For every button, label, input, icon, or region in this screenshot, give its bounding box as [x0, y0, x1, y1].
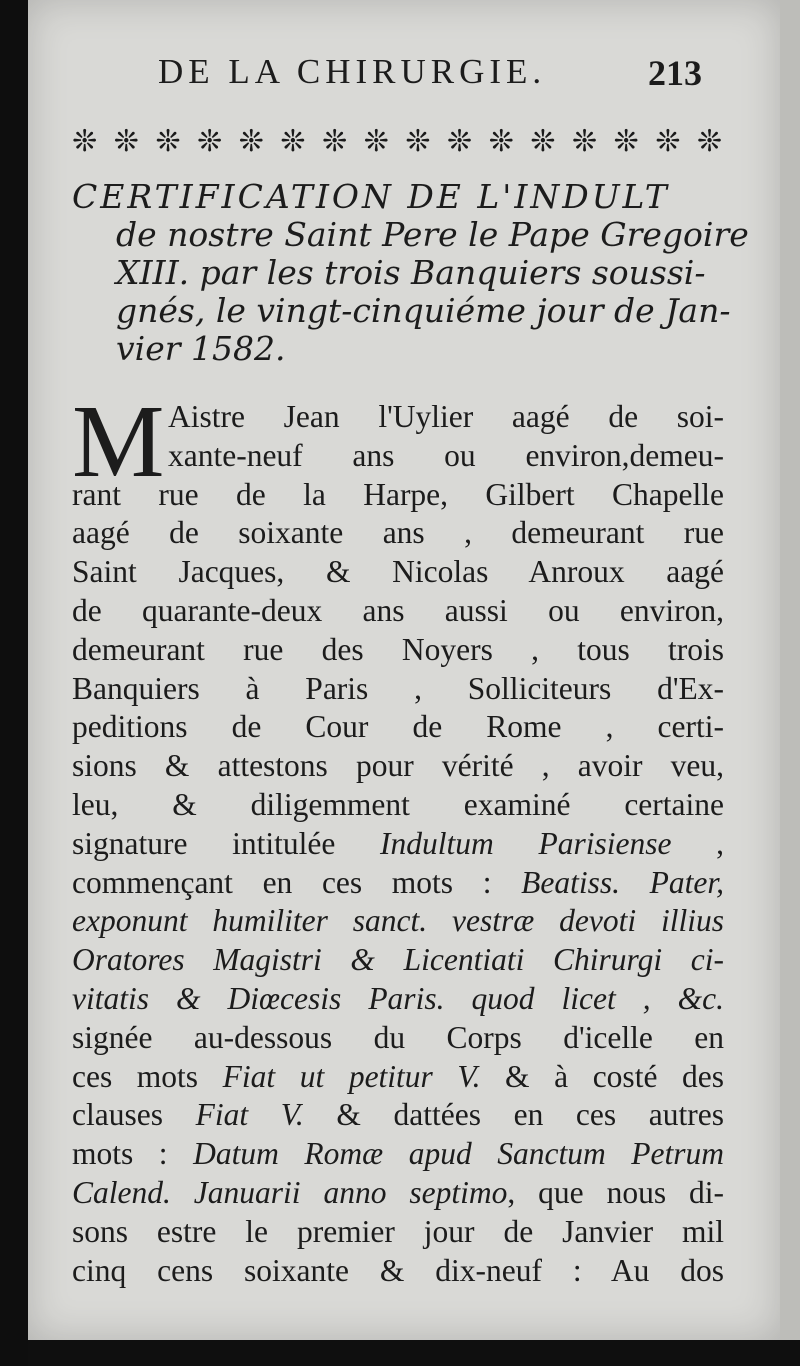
roman-text: leu, & diligemment examiné certaine: [72, 786, 724, 822]
italic-text: Indultum Parisiense: [380, 825, 672, 861]
ornament-icon: ❊: [238, 124, 262, 159]
roman-text: de quarante-deux ans aussi ou environ,: [72, 592, 724, 628]
roman-text: sons estre le premier jour de Janvier mil: [72, 1213, 724, 1249]
ornament-icon: ❊: [405, 124, 429, 159]
text-line: [72, 398, 724, 437]
italic-text: Calend. Januarii anno septimo: [72, 1174, 508, 1210]
text-line: [72, 670, 724, 709]
ornament-icon: ❊: [72, 124, 96, 159]
text-line: [72, 514, 724, 553]
drop-cap: M: [72, 384, 165, 499]
roman-text: peditions de Cour de Rome , certi-: [72, 709, 724, 745]
roman-text: & dattées en ces autres: [303, 1097, 724, 1133]
roman-text: clauses: [72, 1097, 196, 1133]
roman-text: cinq cens soixante & dix-neuf : Au dos: [72, 1252, 724, 1288]
roman-text: signée au-dessous du Corps d'icelle en: [72, 1019, 724, 1055]
heading-line: CERTIFICATION DE L'INDULT: [72, 177, 670, 216]
ornament-icon: ❊: [196, 124, 221, 159]
text-line: [72, 437, 724, 476]
body-text: [72, 384, 725, 1290]
ornament-icon: ❊: [280, 124, 304, 159]
roman-text: xante-neuf ans ou environ,demeu-: [168, 437, 724, 473]
italic-text: Beatiss. Pater,: [521, 864, 724, 900]
roman-text: Saint Jacques, & Nicolas Anroux aagé: [72, 554, 724, 590]
ornament-icon: ❊: [321, 124, 346, 159]
heading-line: gnés, le vingt-cinquiéme jour de Jan-: [116, 291, 731, 330]
roman-text: signature intitulée: [72, 825, 381, 861]
ornament-band: [72, 122, 720, 162]
book-spine-shadow: [0, 0, 28, 1366]
italic-text: Datum Romæ apud Sanctum Petrum: [193, 1136, 724, 1172]
roman-text: , que nous di-: [507, 1174, 724, 1210]
roman-text: ,: [671, 825, 725, 861]
ornament-icon: ❊: [363, 124, 387, 159]
text-line: [72, 786, 724, 825]
text-line: [72, 1096, 724, 1135]
text-line: [72, 980, 724, 1019]
ornament-icon: ❊: [446, 124, 471, 159]
bottom-shadow: [28, 1340, 800, 1366]
roman-text: aagé de soixante ans , demeurant rue: [72, 515, 724, 551]
ornament-icon: ❊: [113, 124, 137, 159]
italic-text: vitatis & Diœcesis Paris. quod licet , &c.: [72, 980, 724, 1016]
roman-text: sions & attestons pour vérité , avoir veu,: [72, 748, 724, 784]
text-line: [72, 708, 724, 747]
heading-line: vier 1582.: [116, 329, 286, 368]
text-line: [72, 1135, 724, 1174]
roman-text: rant rue de la Harpe, Gilbert Chapelle: [72, 476, 724, 512]
italic-text: Oratores Magistri & Licentiati Chirurgi ci-: [72, 942, 724, 978]
text-line: [72, 1252, 724, 1291]
italic-text: exponunt humiliter sanct. vestræ devoti illius: [72, 903, 724, 939]
running-head: DE LA CHIRURGIE.: [158, 52, 547, 91]
page-number: 213: [648, 53, 702, 93]
roman-text: commençant en ces mots :: [72, 864, 522, 900]
section-heading: [72, 177, 749, 368]
italic-text: Fiat ut petitur V.: [222, 1058, 481, 1094]
text-line: [72, 1058, 724, 1097]
text-line: [72, 902, 724, 941]
ornament-icon: ❊: [655, 124, 679, 159]
text-line: [72, 1213, 724, 1252]
roman-text: & à costé des: [480, 1058, 724, 1094]
ornament-icon: ❊: [613, 124, 637, 159]
text-line: [72, 592, 724, 631]
ornament-icon: ❊: [530, 124, 554, 159]
page-edge: [780, 0, 800, 1340]
roman-text: mots :: [72, 1136, 194, 1172]
text-line: [72, 747, 724, 786]
heading-line: de nostre Saint Pere le Pape Gregoire: [116, 215, 749, 254]
text-line: [72, 631, 724, 670]
roman-text: ces mots: [72, 1058, 223, 1094]
text-line: [72, 1019, 724, 1058]
italic-text: Fiat V.: [195, 1097, 304, 1133]
ornament-icon: ❊: [488, 124, 512, 159]
text-line: [72, 553, 724, 592]
roman-text: demeurant rue des Noyers , tous trois: [72, 631, 724, 667]
text-line: [72, 864, 724, 903]
text-line: [72, 476, 724, 515]
text-line: [72, 1174, 724, 1213]
ornament-icon: ❊: [155, 124, 179, 159]
text-line: [72, 941, 724, 980]
text-line: [72, 825, 724, 864]
ornament-icon: ❊: [571, 124, 596, 159]
roman-text: Aistre Jean l'Uylier aagé de soi-: [168, 399, 724, 434]
heading-line: XIII. par les trois Banquiers soussi-: [116, 253, 706, 292]
roman-text: Banquiers à Paris , Solliciteurs d'Ex-: [72, 670, 724, 706]
ornament-icon: ❊: [696, 124, 720, 159]
